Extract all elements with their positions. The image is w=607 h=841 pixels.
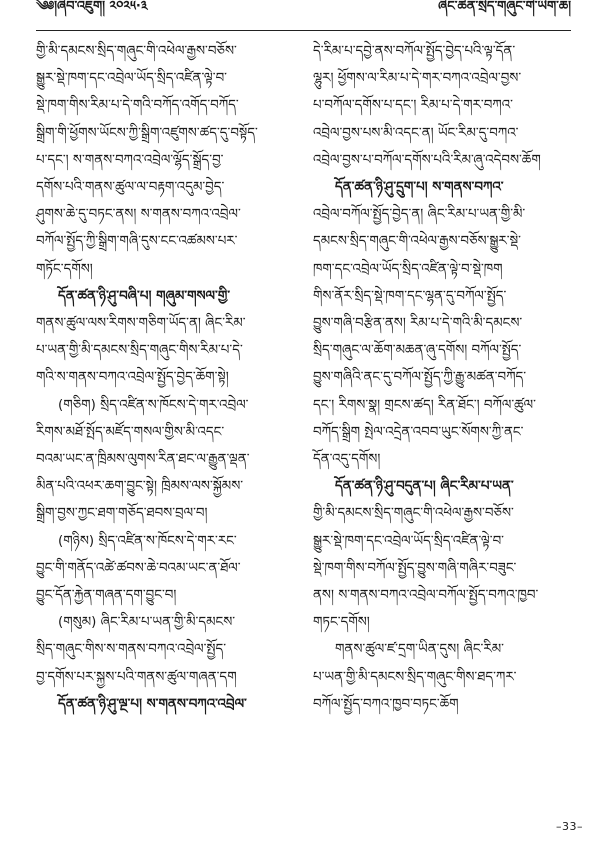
text-line: དེ་རིམ་པ་དབྱེ་ནས་བཀོལ་སྤྱོད་བྱེད་པའི་ལྟ་དོན་ [313, 44, 516, 59]
text-line: (གཉིས) སྲིད་འཛིན་ས་ཁོངས་དེ་གར་རང་ [58, 533, 237, 549]
text-line: གྱི་མི་དམངས་སྲིད་གཞུང་གི་འཕེལ་རྒྱས་བཅོས་ [313, 506, 514, 522]
text-line: བཀོལ་སྤྱོད་བཀའ་ཁྱབ་བཏང་ཆོག [313, 696, 459, 712]
article-heading-line: དོན་ཚན་ཉི་ཤུ་ལྔ་པ། ས་གནས་བཀའ་འབྲེལ་ [58, 696, 247, 712]
page-number: –33– [556, 820, 583, 833]
text-line: དམངས་སྲིད་གཞུང་གི་འཕེལ་རྒྱས་བཅོས་སྒྱུར་སྡེ་ [313, 234, 521, 250]
text-line: ནས། ས་གནས་བཀའ་འབྲེལ་བཀོལ་སྤྱོད་བཀའ་ཁྱབ་ [313, 588, 539, 604]
text-line: སྒྲིག་བྱས་ཀྱང་ཐག་གཅོད་ཐབས་བྲལ་བ། [36, 506, 208, 522]
text-line: གཏོང་དགོས། [36, 261, 93, 277]
text-line: གཏང་དགོས། [313, 615, 370, 631]
text-line: བཀོལ་སྤྱོད་ཀྱི་སྒྲིག་གཞི་དུས་ངང་འཚམས་པར་ [36, 234, 238, 250]
text-line: སྒྱུར་སྡེ་ཁག་དང་འབྲེལ་ཡོད་སྲིད་འཛིན་ལྟེ་བ་ [313, 533, 504, 549]
left-column [36, 38, 298, 808]
journal-title: ༄༅།ཞིབ་འཇུག། ༢༠༢༥·༣ [36, 0, 148, 14]
text-line: གིས་ནོར་སྲིད་སྡེ་ཁག་དང་ལྷན་དུ་བཀོལ་སྤྱོད་ [313, 288, 507, 304]
text-line: བའམ་ཡང་ན་ཁྲིམས་ལུགས་རིན་ཐང་ལ་རྒྱུན་ལྡན་ [36, 452, 250, 468]
text-line: པ་བཀོལ་དགོས་པ་དང་། རིམ་པ་དེ་གར་བཀའ་ [313, 98, 513, 114]
text-line: འབྲེལ་བཀོལ་སྤྱོད་བྱེད་ན། ཞིང་རིམ་པ་ཡན་གྱི་མི་ [313, 207, 526, 223]
text-line: བཀོད་སྒྲིག སྤེལ་འདྲེན་འབབ་ཡུང་སོགས་ཀྱི་ནང་ [313, 424, 524, 440]
text-line: བྱུང་གི་གནོད་འཚེ་ཚབས་ཆེ་བའམ་ཡང་ན་ཐོལ་ [36, 560, 241, 576]
text-line: སྲིད་གཞུང་གིས་ས་གནས་བཀའ་འབྲེལ་སྤྱོད་ [36, 642, 227, 658]
text-line: གནས་ཚུལ་ལས་རིགས་གཅིག་ཡོད་ན། ཞིང་རིམ་ [36, 316, 246, 332]
text-line: (གཅིག) སྲིད་འཛིན་ས་ཁོངས་དེ་གར་འབྲེལ་ [58, 397, 249, 413]
text-line: རིགས་མཐོ་སྤོད་མཛོད་གསལ་གྱིས་མི་འདང་ [36, 424, 225, 440]
text-line: ལྷུར། ཕྱོགས་ལ་རིམ་པ་དེ་གར་བཀའ་འབྲེལ་བྱས་ [313, 71, 522, 87]
text-line: བྱུས་གཞིའི་ནང་དུ་བཀོལ་སྤྱོད་ཀྱི་རྒྱུ་མཚན་བཀོད་ [313, 370, 527, 386]
right-column [313, 38, 575, 808]
text-line: ཁག་དང་འབྲེལ་ཡོད་སྲིད་འཛིན་ལྟེ་བ་སྡེ་ཁག [313, 261, 503, 277]
text-line: དང་། རིགས་སྣ། གྲངས་ཚད། རིན་ཐོང་། བཀོལ་ཚུལ་ [313, 397, 536, 413]
text-line: གནས་ཚུལ་ཛ་དྲག་ཡིན་དུས། ཞིང་རིམ་ [335, 642, 504, 658]
text-line: སྲིད་གཞུང་ལ་ཆོག་མཆན་ཞུ་དགོས། བཀོལ་སྤྱོད་ [313, 343, 522, 359]
text-line: པ་ཡན་གྱི་མི་དམངས་སྲིད་གཞུང་གིས་རིམ་པ་དེ་ [36, 343, 243, 359]
text-line: དགོས་པའི་གནས་ཚུལ་ལ་བརྟག་འདུམ་བྱེད་ [36, 180, 225, 196]
text-line: བྱུས་གཞི་བརྩིན་ནས། རིམ་པ་དེ་གའི་མི་དམངས་ [313, 316, 523, 332]
text-line: གྱི་མི་དམངས་སྲིད་གཞུང་གི་འཕེལ་རྒྱས་བཅོས་ [36, 44, 237, 59]
text-line: དོན་འདུ་དགོས། [313, 452, 381, 468]
article-heading-line: དོན་ཚན་ཉི་ཤུ་དྲུག་པ། ས་གནས་བཀའ་ [335, 180, 504, 196]
text-line: པ་ཡན་གྱི་མི་དམངས་སྲིད་གཞུང་གིས་ཐད་ཀར་ [313, 669, 517, 685]
text-line: སྒྱུར་སྡེ་ཁག་དང་འབྲེལ་ཡོད་སྲིད་འཛིན་ལྟེ་བ་ [36, 71, 227, 87]
running-header [36, 0, 571, 28]
text-line: བྱ་དགོས་པར་སྐྱས་པའི་གནས་ཚུལ་གཞན་དག [36, 669, 237, 685]
header-rule [36, 30, 571, 31]
text-line: འབྲེལ་བྱས་པ་བཀོལ་དགོས་པའི་རིམ་ཞུ་འདེབས་ཆོག [313, 152, 541, 168]
text-line: ཤུགས་ཆེ་དུ་བཏང་ནས། ས་གནས་བཀའ་འབྲེལ་ [36, 207, 241, 223]
text-line: བྱུང་དོན་རྐྱེན་གཞན་དག་བྱུང་བ། [36, 588, 177, 604]
text-line: སྡེ་ཁག་གིས་བཀོལ་སྤྱོད་བྱུས་གཞི་གཞིར་བཟུང་ [313, 560, 517, 576]
article-heading-line: དོན་ཚན་ཉི་ཤུ་བདུན་པ། ཞིང་རིམ་པ་ཡན་ [335, 479, 514, 495]
section-title: ཞིང་ཆེན་སྲིད་གཞུང་གི་ཡིག་ཆ། [438, 0, 571, 14]
text-line: མིན་པའི་འཕར་ཆག་བྱུང་སྟེ། ཁྲིམས་ལས་སྐྱོམས་ [36, 479, 244, 495]
text-line: (གསུམ) ཞིང་རིམ་པ་ཡན་གྱི་མི་དམངས་ [58, 615, 236, 631]
text-line: སྡེ་ཁག་གིས་རིམ་པ་དེ་གའི་བཀོད་འགོད་བཀོད་ [36, 98, 239, 114]
text-line: སྒྲིག་གི་ཕྱོགས་ཡོངས་ཀྱི་སྒྲིག་འཛུགས་ཚད་དུ་བསྟོད་ [36, 125, 258, 141]
text-line: པ་དང་། ས་གནས་བཀའ་འབྲེལ་ལྷོད་སྒྲོད་བྱ་ [36, 152, 224, 168]
article-heading-line: དོན་ཚན་ཉི་ཤུ་བཞི་པ། གཞུམ་གསལ་གྱི་ [58, 288, 231, 304]
text-line: གའི་ས་གནས་བཀའ་འབྲེལ་སྤྱོད་བྱེད་ཆོག་སྟེ། [36, 370, 229, 386]
text-line: འབྲེལ་བྱས་པས་མི་འདང་ན། ཡོང་རིམ་དུ་བཀའ་ [313, 125, 519, 141]
